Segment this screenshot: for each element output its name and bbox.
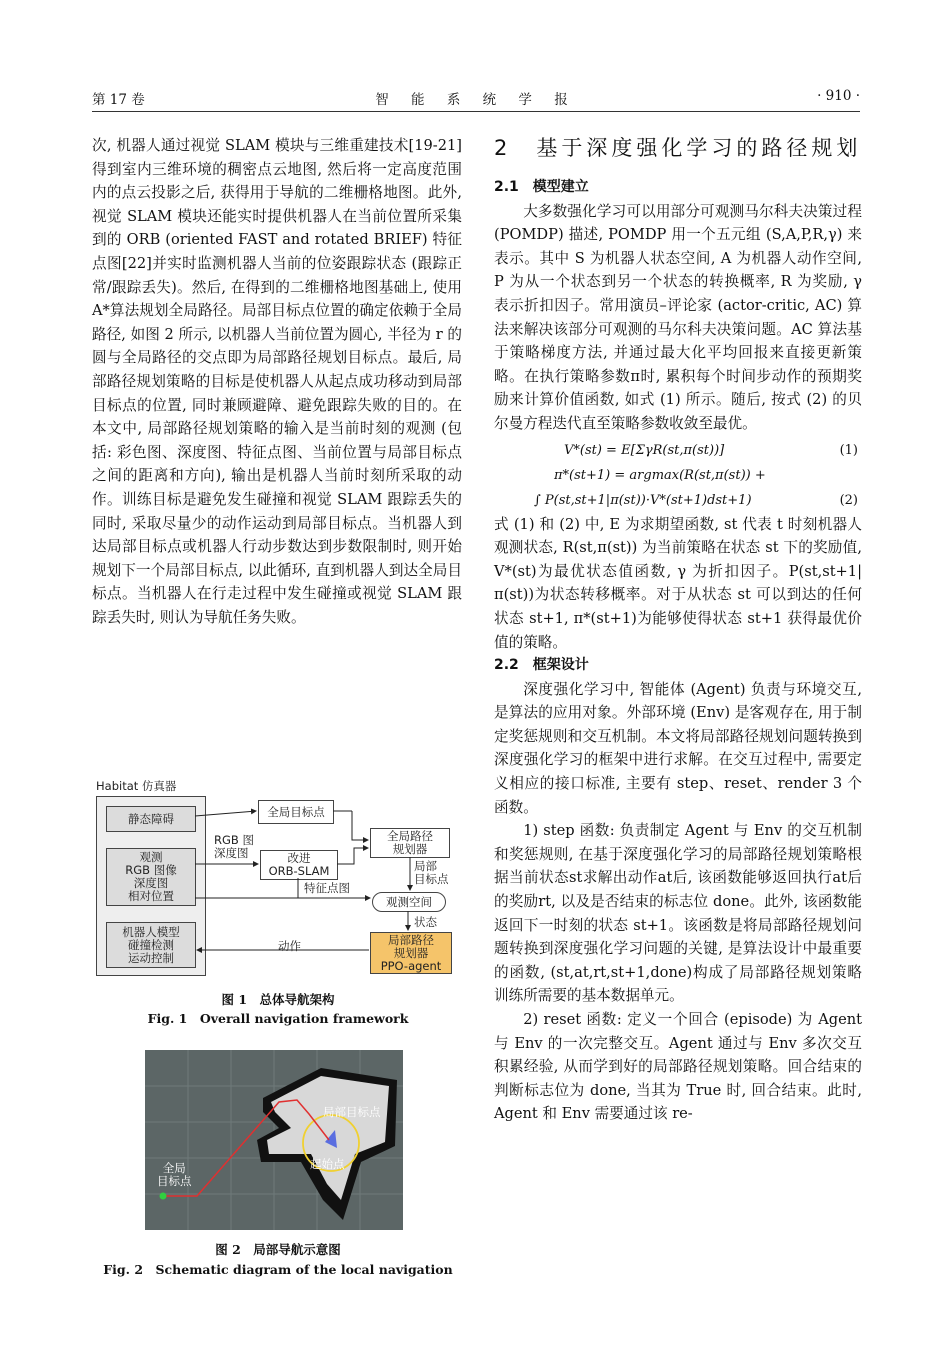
local-goal-label: 局部 目标点 [414, 859, 449, 886]
left-column [92, 134, 462, 629]
equation-2-line-2: ∫ P(st,st+1|π(st))·V*(st+1)dst+1) (2) [534, 492, 858, 508]
figure-2-local-navigation [145, 1050, 403, 1230]
subsection-title-model: 2.1 模型建立 [494, 179, 589, 195]
static-obstacle-box: 静态障碍 [106, 806, 196, 832]
running-header [92, 88, 860, 112]
body-paragraph: 1) step 函数: 负责制定 Agent 与 Env 的交互机制和奖惩规则, 在基于深度强化学习的局部路径规划策略根据当前状态st求解出动作at后, 该函数能够返回执行at后的奖励rt, 以及是否结束的标志位 done。此外, 该函数能返回下一时刻的状态 st+1。该函数是将局部路径规划问题转换到深度强化学习问题的关键, 是算法设计中最重要的函数, (st,at,rt,st+1,done)构成了局部路径规划策略训练所需要的基本数据单元。 [494, 822, 862, 1005]
observation-space-box: 观测空间 [372, 892, 446, 912]
body-paragraph: 2) reset 函数: 定义一个回合 (episode) 为 Agent 与 Env 的一次完整交互。Agent 通过与 Env 多次交互积累经验, 从而学到好的局部路径规划策略。回合结束的判断标志位为 done, 当其为 True 时, 回合结束。此时, Agent 和 Env 需要通过该 re- [494, 1011, 862, 1123]
subsection-title-framework: 2.2 框架设计 [494, 657, 589, 674]
global-goal-label: 全局 目标点 [157, 1161, 192, 1188]
section-title: 2 基于深度强化学习的路径规划 [494, 136, 862, 160]
figure-1-caption-cn: 图 1 总体导航架构 [221, 992, 335, 1007]
global-planner-box: 全局路径 规划器 [370, 828, 450, 858]
equation-1: V*(st) = E[ΣγR(st,π(st))] (1) [564, 442, 858, 458]
state-label: 状态 [414, 915, 437, 929]
robot-model-box: 机器人模型 碰撞检测 运动控制 [106, 922, 196, 968]
equation-2-line-1: π*(st+1) = argmax(R(st,π(st)) + [554, 467, 766, 483]
figure-2-caption-en: Fig. 2 Schematic diagram of the local navigation [103, 1262, 453, 1277]
figure-1-arrows [92, 780, 464, 980]
right-column [494, 134, 862, 1126]
global-goal-box: 全局目标点 [258, 800, 334, 824]
body-paragraph: 大多数强化学习可以用部分可观测马尔科夫决策过程 (POMDP) 描述, POMDP 用一个五元组 (S,A,P,R,γ) 来表示。其中 S 为机器人状态空间, A 为机器人动作空间, P 为从一个状态到另一个状态的转换概率, R 为奖励, γ 表示折扣因子。常用演员–评论家 (actor-critic, AC) 算法来解决该部分可观测的马尔科夫决策问题。AC 算法基于策略梯度方法, 并通过最大化平均回报来直接更新策略。在执行策略参数π时, 累积每个时间步动作的预期奖励来计算价值函数, 如式 (1) 所示。随后, 按式 (2) 的贝尔曼方程迭代直至策略参数收敛至最优。 [494, 202, 862, 432]
feature-map-label: 特征点图 [304, 881, 350, 895]
arrow-obstacle-to-goal [195, 811, 256, 816]
arrow-slam-to-planner [337, 848, 368, 864]
local-goal-label: 局部目标点 [323, 1105, 381, 1119]
start-point-label: 起始点 [310, 1157, 345, 1171]
header-rule [92, 111, 860, 112]
body-paragraph: 深度强化学习中, 智能体 (Agent) 负责与环境交互, 是算法的应用对象。外部环境 (Env) 是客观存在, 用于制定奖惩规则和交互机制。本文将局部路径规划问题转换到深度强化学习的框架中进行求解。在交互过程中, 需要定义相应的接口标准, 主要有 step、reset、render 3 个函数。 [494, 680, 862, 816]
orb-slam-box: 改进 ORB-SLAM [260, 850, 338, 880]
figure-1-caption-en: Fig. 1 Overall navigation framework [147, 1011, 409, 1026]
figure-2-caption-cn: 图 2 局部导航示意图 [215, 1242, 341, 1257]
rgb-depth-label: RGB 图 深度图 [214, 833, 254, 860]
action-label: 动作 [278, 939, 301, 953]
arrow-goal-to-planner [352, 811, 368, 840]
journal-name: 智 能 系 统 学 报 [375, 92, 577, 108]
body-paragraph: 式 (1) 和 (2) 中, E 为求期望函数, st 代表 t 时刻机器人观测状态, R(st,π(st)) 为当前策略在状态 st 下的奖励值, V*(st)为最优状态值函数, γ 为折扣因子。P(st,st+1|π(st))为状态转移概率。对于从状态 st 可以到达的任何状态 st+1, π*(st+1)为能够使得状态 st+1 获得最优价值的策略。 [494, 515, 862, 651]
observation-box: 观测 RGB 图像 深度图 相对位置 [106, 848, 196, 906]
figure-2-map [145, 1050, 403, 1230]
volume-label: 第 17 卷 [92, 92, 145, 108]
simulator-label: Habitat 仿真器 [96, 779, 177, 793]
figure-1-framework [92, 780, 464, 980]
body-paragraph: 次, 机器人通过视觉 SLAM 模块与三维重建技术[19-21]得到室内三维环境的稠密点云地图, 然后将一定高度范围内的点云投影之后, 获得用于导航的二维栅格地图。此外, 视觉 SLAM 模块还能实时提供机器人在当前位置所采集到的 ORB (oriented FAST and rotated BRIEF) 特征点图[22]并实时监测机器人当前的位姿跟踪状态 (跟踪正常/跟踪丢失)。然后, 在得到的二维栅格地图基础上, 使用 A*算法规划全局路径。局部目标点位置的确定依赖于全局路径, 如图 2 所示, 以机器人当前位置为圆心, 半径为 r 的圆与全局路径的交点即为局部路径规划目标点。最后, 局部路径规划策略的目标是使机器人从起点成功移动到局部目标点的位置, 同时兼顾避障、避免跟踪失败的目的。在本文中, 局部路径规划策略的输入是当前时刻的观测 (包括: 彩色图、深度图、特征点图、当前位置与局部目标点之间的距离和方向), 输出是机器人当前时刻所采取的动作。训练目标是避免发生碰撞和视觉 SLAM 跟踪丢失的同时, 采取尽量少的动作运动到局部目标点。当机器人到达局部目标点或机器人行动步数达到步数限制时, 则开始规划下一个局部目标点, 以此循环, 直到机器人到达全局目标点。当机器人在行走过程中发生碰撞或视觉 SLAM 跟踪丢失时, 则认为导航任务失败。 [92, 137, 462, 626]
page-number: · 910 · [817, 88, 860, 104]
local-planner-box: 局部路径 规划器 PPO-agent [370, 932, 452, 974]
